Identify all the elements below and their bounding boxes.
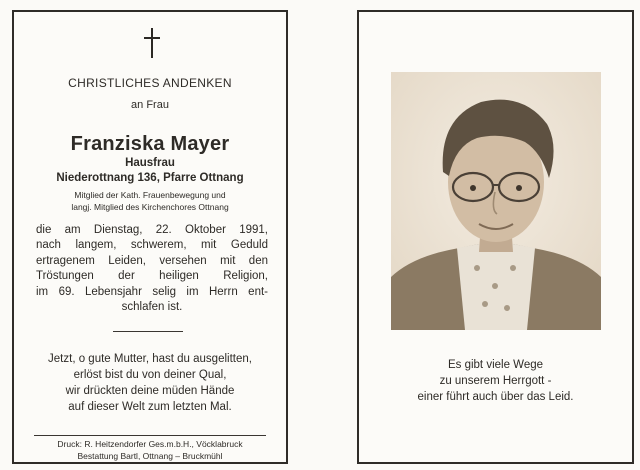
printer-line: Bestattung Bartl, Ottnang – Bruckmühl	[77, 451, 223, 461]
death-notice-line: im 69. Lebensjahr selig im Herrn ent-	[36, 285, 268, 298]
poem-line: wir drückten deine müden Hände	[65, 385, 235, 397]
printer-line: Druck: R. Heitzendorfer Ges.m.b.H., Vöcklabruck	[57, 439, 243, 449]
death-notice-line: schlafen ist.	[121, 301, 183, 314]
verse-line: zu unserem Herrgott -	[439, 375, 552, 387]
poem-line: auf dieser Welt zum letzten Mal.	[68, 401, 232, 413]
membership-line: Mitglied der Kath. Frauenbewegung und	[74, 190, 226, 200]
salutation: an Frau	[131, 99, 169, 111]
left-card-panel	[12, 10, 288, 464]
cross-icon	[143, 28, 161, 58]
death-notice-line: ertragenem Leiden, versehen mit den	[36, 254, 268, 267]
printer-credit	[14, 438, 286, 462]
deceased-name: Franziska Mayer	[70, 133, 230, 155]
divider	[34, 435, 266, 436]
right-card-panel	[357, 10, 634, 464]
poem-line: Jetzt, o gute Mutter, hast du ausgelitten,	[48, 353, 252, 365]
header-title: CHRISTLICHES ANDENKEN	[68, 76, 232, 90]
separator-line	[113, 331, 183, 332]
address: Niederottnang 136, Pfarre Ottnang	[56, 172, 244, 184]
verse-line: Es gibt viele Wege	[447, 359, 544, 371]
verse-line: einer führt auch über das Leid.	[417, 391, 574, 403]
verse	[359, 357, 632, 405]
death-notice-line: nach langem, schwerem, mit Geduld	[36, 239, 268, 252]
death-notice-line: die am Dienstag, 22. Oktober 1991,	[36, 224, 268, 236]
death-notice	[36, 223, 268, 315]
death-notice-line: Tröstungen der heiligen Religion,	[36, 270, 268, 283]
occupation: Hausfrau	[125, 157, 175, 169]
portrait-photo	[391, 72, 601, 330]
membership-line: langj. Mitglied des Kirchenchores Ottnang	[71, 202, 229, 212]
poem-line: erlöst bist du von deiner Qual,	[73, 369, 227, 381]
